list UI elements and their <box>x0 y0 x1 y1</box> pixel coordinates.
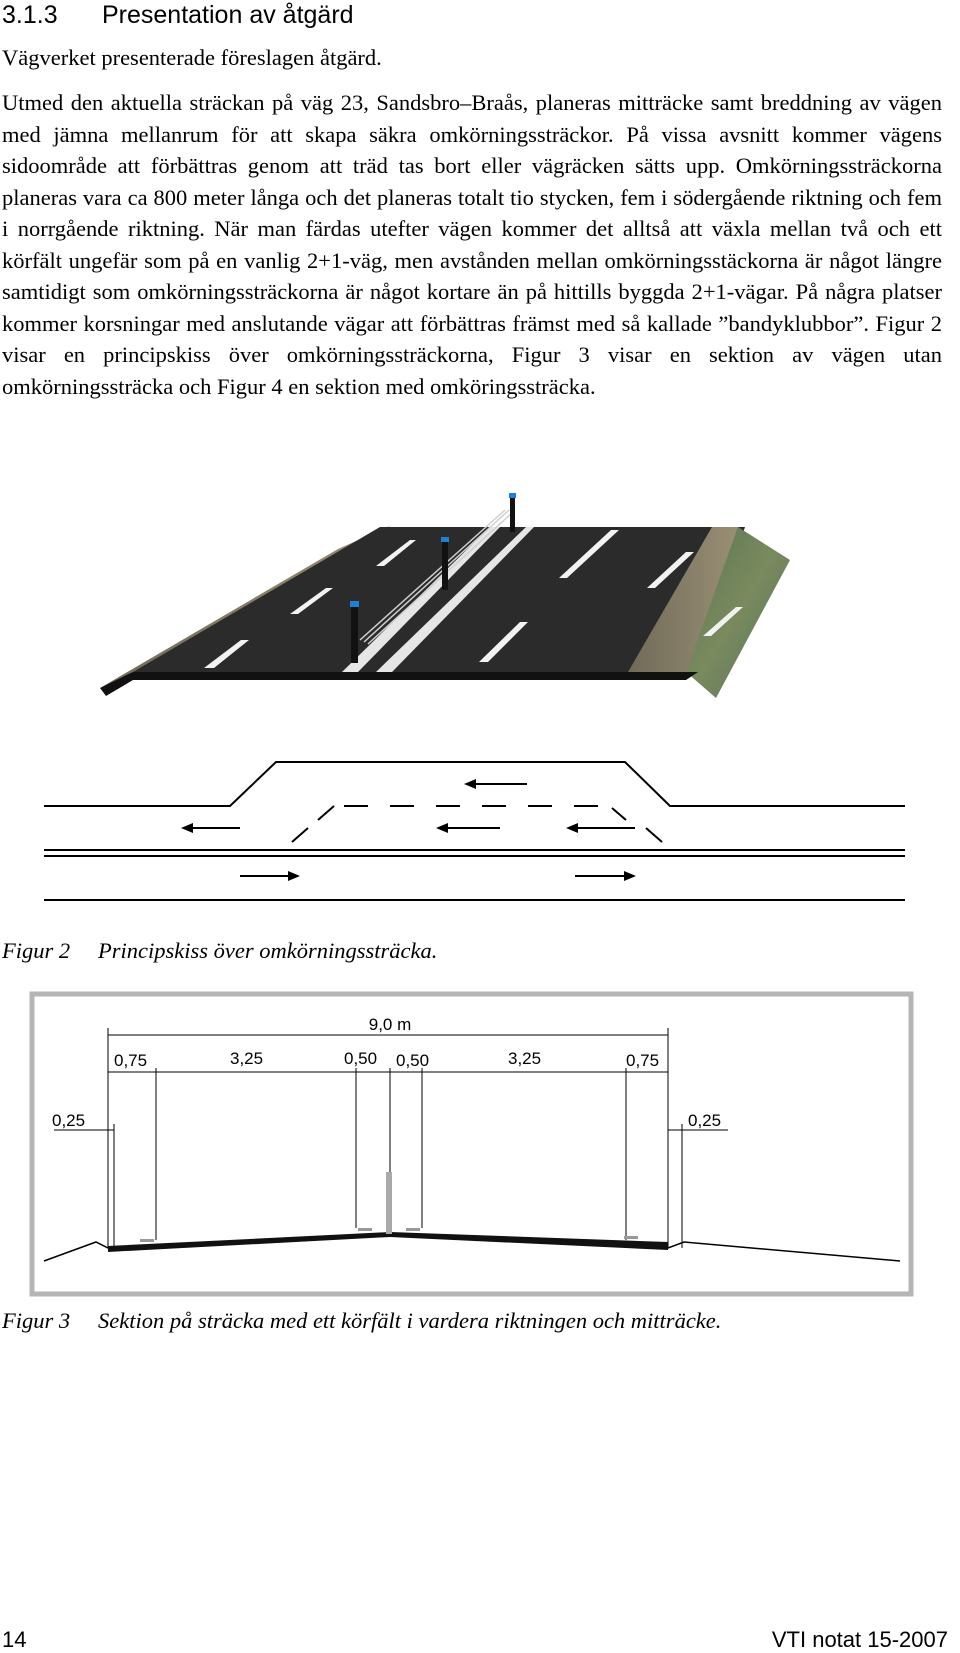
barrier-post-cap-1 <box>509 493 516 498</box>
barrier-post-2 <box>442 540 448 590</box>
figure-3-label: Figur 3 <box>2 1308 71 1333</box>
front-edge <box>100 672 698 696</box>
road-perspective <box>100 493 790 698</box>
marker-median-left <box>358 1228 372 1231</box>
page-number: 14 <box>2 1627 27 1652</box>
median-barrier <box>386 1172 392 1234</box>
figure-2-label: Figur 2 <box>2 938 71 963</box>
dim-edge-left: 0,25 <box>52 1111 86 1130</box>
dim-lane-right: 3,25 <box>508 1049 542 1068</box>
marker-median-right <box>406 1228 420 1231</box>
section-heading <box>2 0 354 30</box>
dim-lane-left: 3,25 <box>230 1049 264 1068</box>
dim-median-left: 0,50 <box>344 1049 378 1068</box>
figure-3-caption-text: Sektion på sträcka med ett körfält i vardera riktningen och mitträcke. <box>98 1308 722 1333</box>
publication-name: VTI notat 15-2007 <box>771 1627 948 1652</box>
dim-median-right: 0,50 <box>396 1051 430 1070</box>
barrier-post-cap-2 <box>441 537 449 542</box>
barrier-post-3 <box>351 605 358 663</box>
figure-2-illustration <box>0 480 960 940</box>
dim-shoulder-left: 0,75 <box>114 1051 148 1070</box>
lane-divider-dashes <box>292 806 662 842</box>
section-title: Presentation av åtgärd <box>102 1 354 29</box>
direction-arrows <box>185 784 635 876</box>
figure-2-caption-text: Principskiss över omkörningssträcka. <box>98 938 438 963</box>
road-surface <box>108 1232 668 1252</box>
figure-3-caption <box>2 1306 721 1336</box>
figure-3-cross-section <box>0 990 960 1300</box>
arrow-heads <box>181 779 636 881</box>
dim-shoulder-right: 0,75 <box>626 1051 660 1070</box>
dim-total: 9,0 m <box>368 1015 412 1034</box>
marker-right <box>624 1236 638 1239</box>
barrier-post-1 <box>510 497 515 532</box>
body-paragraph: Utmed den aktuella sträckan på väg 23, Sandsbro–Braås, planeras mitträcke samt breddning av vägen med jämna mellanrum för att skapa säkra omkörningssträckor. På vissa avsnitt kommer vägens sidoområde att förbättras genom att träd tas bort eller vägräcken sätts upp. Omkörningssträckorna planeras vara ca 800 meter långa och det planeras totalt tio stycken, fem i södergående riktning och fem i norrgående riktning. När man färdas utefter vägen kommer det alltså att växla mellan två och ett körfält ungefär som på en vanlig 2+1-väg, men avstånden mellan omkörningsstäckorna är något längre samtidigt som omkörningssträckorna är något kortare än på hittills byggda 2+1-vägar. På några platser kommer korsningar med anslutande vägar att förbättras främst med så kallade ”bandyklubbor”. Figur 2 visar en principskiss över omkörningssträckorna, Figur 3 visar en sektion av vägen utan omkörningssträcka och Figur 4 en sektion med omköringssträcka. <box>2 90 942 399</box>
intro-paragraph: Vägverket presenterade föreslagen åtgärd. <box>2 45 382 70</box>
dim-edge-right: 0,25 <box>688 1111 722 1130</box>
figure-2-caption <box>2 936 437 966</box>
marker-left <box>140 1239 154 1242</box>
principle-sketch <box>44 762 905 900</box>
barrier-post-cap-3 <box>350 601 359 607</box>
section-number: 3.1.3 <box>2 1 58 29</box>
